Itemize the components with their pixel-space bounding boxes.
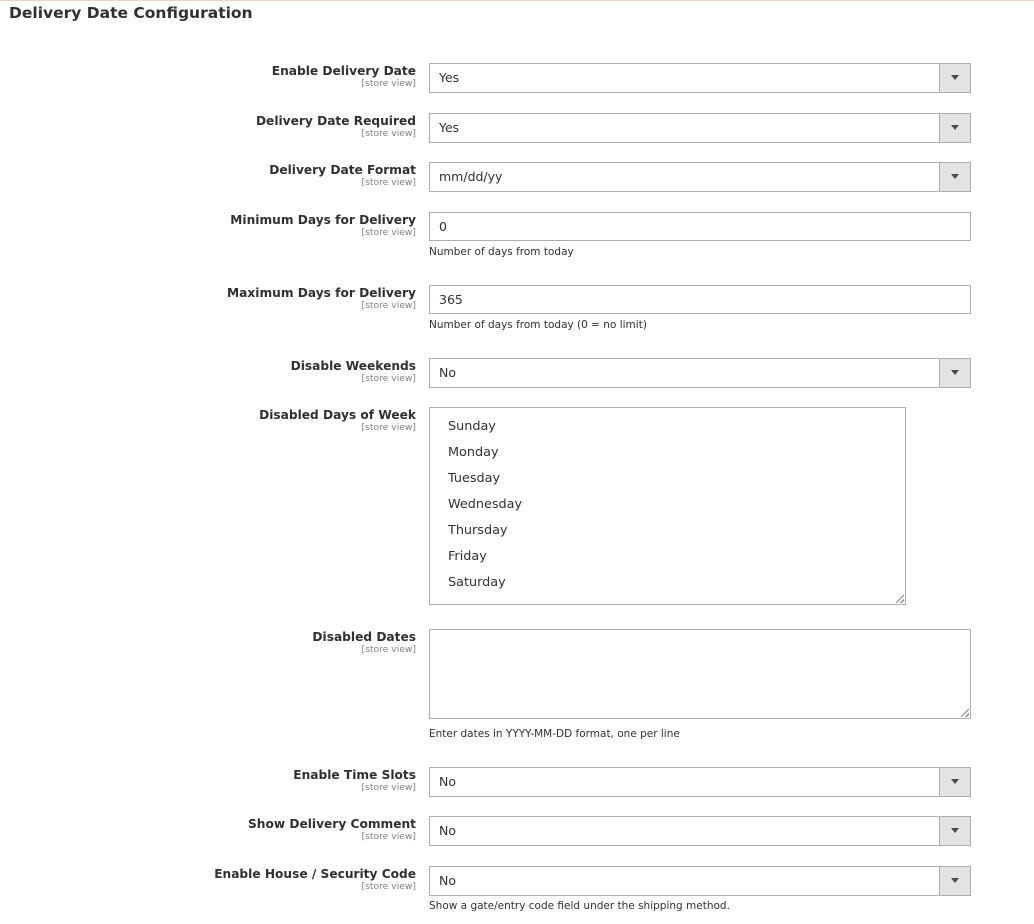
option-tuesday[interactable]: Tuesday bbox=[448, 471, 501, 486]
option-saturday[interactable]: Saturday bbox=[448, 575, 506, 590]
input-value: 365 bbox=[439, 292, 463, 307]
dropdown-button[interactable] bbox=[939, 64, 970, 92]
enable-delivery-date-select[interactable] bbox=[429, 63, 971, 93]
scope-label: [store view] bbox=[361, 422, 416, 433]
field-label: Delivery Date Format bbox=[269, 163, 416, 177]
top-border bbox=[0, 0, 1034, 1]
scope-label: [store view] bbox=[361, 831, 416, 842]
delivery-date-format-select[interactable] bbox=[429, 162, 971, 192]
field-label: Maximum Days for Delivery bbox=[227, 286, 416, 300]
dropdown-button[interactable] bbox=[939, 163, 970, 191]
chevron-down-icon bbox=[951, 125, 959, 130]
chevron-down-icon bbox=[951, 878, 959, 883]
field-label: Delivery Date Required bbox=[255, 114, 416, 128]
scope-label: [store view] bbox=[361, 373, 416, 384]
scope-label: [store view] bbox=[361, 78, 416, 89]
resize-handle-icon[interactable] bbox=[961, 709, 969, 717]
min-days-note: Number of days from today bbox=[429, 246, 574, 258]
field-label: Enable House / Security Code bbox=[214, 867, 416, 881]
disable-weekends-select[interactable] bbox=[429, 358, 971, 388]
option-monday[interactable]: Monday bbox=[448, 445, 499, 460]
disabled-dates-textarea[interactable] bbox=[429, 629, 971, 719]
chevron-down-icon bbox=[951, 75, 959, 80]
field-label: Disable Weekends bbox=[290, 359, 416, 373]
resize-handle-icon[interactable] bbox=[896, 595, 904, 603]
select-value: mm/dd/yy bbox=[439, 169, 503, 184]
disabled-dates-note: Enter dates in YYYY-MM-DD format, one per line bbox=[429, 728, 680, 740]
disabled-days-multiselect[interactable] bbox=[429, 407, 906, 605]
select-value: Yes bbox=[439, 70, 460, 85]
max-days-note: Number of days from today (0 = no limit) bbox=[429, 319, 647, 331]
dropdown-button[interactable] bbox=[939, 768, 970, 796]
field-label: Disabled Days of Week bbox=[259, 408, 416, 422]
field-label: Show Delivery Comment bbox=[248, 817, 416, 831]
input-value: 0 bbox=[439, 219, 447, 234]
select-value: No bbox=[439, 365, 456, 380]
field-label: Enable Delivery Date bbox=[271, 64, 416, 78]
house-code-note: Show a gate/entry code field under the shipping method. bbox=[429, 900, 730, 912]
scope-label: [store view] bbox=[361, 227, 416, 238]
field-label: Disabled Dates bbox=[312, 630, 416, 644]
scope-label: [store view] bbox=[361, 782, 416, 793]
dropdown-button[interactable] bbox=[939, 867, 970, 895]
max-days-input[interactable] bbox=[429, 285, 971, 314]
scope-label: [store view] bbox=[361, 881, 416, 892]
scope-label: [store view] bbox=[361, 300, 416, 311]
scope-label: [store view] bbox=[361, 644, 416, 655]
option-sunday[interactable]: Sunday bbox=[448, 419, 496, 434]
dropdown-button[interactable] bbox=[939, 817, 970, 845]
chevron-down-icon bbox=[951, 779, 959, 784]
option-friday[interactable]: Friday bbox=[448, 549, 487, 564]
section-title: Delivery Date Configuration bbox=[9, 4, 253, 22]
select-value: No bbox=[439, 873, 456, 888]
select-value: Yes bbox=[439, 120, 460, 135]
option-thursday[interactable]: Thursday bbox=[448, 523, 508, 538]
enable-house-code-select[interactable] bbox=[429, 866, 971, 896]
show-delivery-comment-select[interactable] bbox=[429, 816, 971, 846]
scope-label: [store view] bbox=[361, 128, 416, 139]
field-label: Enable Time Slots bbox=[293, 768, 416, 782]
delivery-date-required-select[interactable] bbox=[429, 113, 971, 143]
option-wednesday[interactable]: Wednesday bbox=[448, 497, 523, 512]
field-label: Minimum Days for Delivery bbox=[230, 213, 416, 227]
scope-label: [store view] bbox=[361, 177, 416, 188]
select-value: No bbox=[439, 774, 456, 789]
chevron-down-icon bbox=[951, 174, 959, 179]
dropdown-button[interactable] bbox=[939, 359, 970, 387]
dropdown-button[interactable] bbox=[939, 114, 970, 142]
select-value: No bbox=[439, 823, 456, 838]
chevron-down-icon bbox=[951, 828, 959, 833]
enable-time-slots-select[interactable] bbox=[429, 767, 971, 797]
chevron-down-icon bbox=[951, 370, 959, 375]
min-days-input[interactable] bbox=[429, 212, 971, 241]
